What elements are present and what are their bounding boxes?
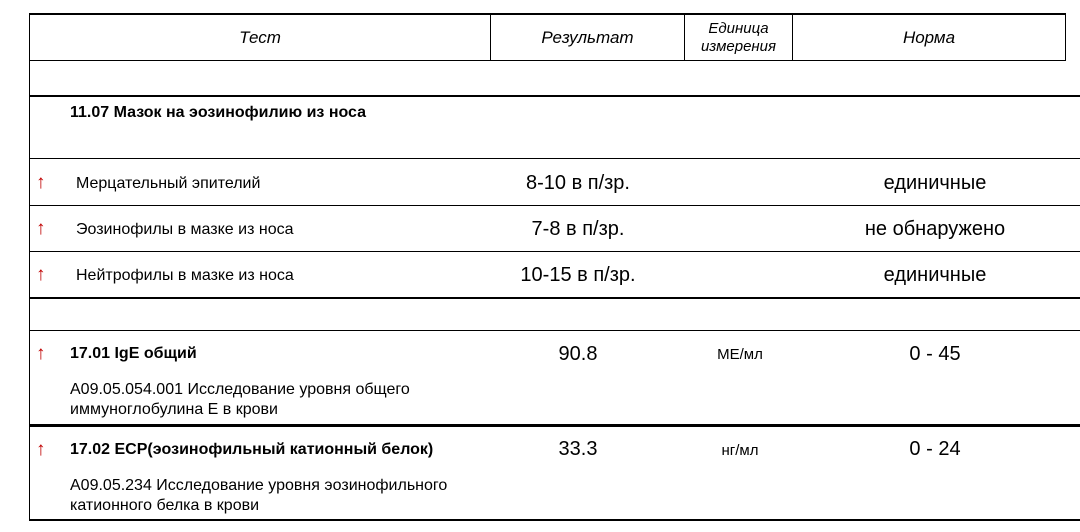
section-title: 11.07 Мазок на эозинофилию из носа: [70, 104, 367, 121]
header-test-label: Тест: [239, 27, 281, 47]
header-unit: [684, 13, 792, 61]
header-norm-label: Норма: [902, 27, 956, 47]
row-name: Мерцательный эпителий: [76, 175, 261, 192]
test-unit: нг/мл: [721, 442, 759, 459]
arrow-up-icon: ↑: [36, 439, 46, 460]
arrow-up-icon: ↑: [36, 172, 46, 193]
test-description: A09.05.234 Исследование уровня эозинофильного: [70, 477, 448, 494]
row-divider: [29, 158, 1080, 159]
test-result: 90.8: [558, 343, 598, 365]
test-title: 17.01 IgE общий: [70, 345, 197, 362]
test-description: иммуноглобулина Е в крови: [70, 401, 278, 418]
arrow-up-icon: ↑: [36, 264, 46, 285]
row-divider: [29, 519, 1080, 521]
row-norm: единичные: [883, 264, 987, 286]
test-result: 33.3: [558, 438, 598, 460]
arrow-up-icon: ↑: [36, 218, 46, 239]
test-unit: МЕ/мл: [717, 346, 763, 363]
header-norm: [792, 13, 1066, 61]
row-divider: [29, 330, 1080, 331]
row-result: 7-8 в п/зр.: [531, 218, 625, 240]
header-unit-label-1: Единица: [708, 19, 769, 37]
row-divider: [29, 95, 1080, 97]
header-result-label: Результат: [541, 27, 634, 47]
header-unit-label-2: измерения: [700, 37, 777, 55]
row-result: 10-15 в п/зр.: [520, 264, 636, 286]
test-norm: 0 - 45: [909, 343, 961, 365]
header-test: [29, 13, 490, 61]
row-result: 8-10 в п/зр.: [525, 172, 630, 194]
row-norm: не обнаружено: [864, 218, 1006, 240]
row-name: Нейтрофилы в мазке из носа: [76, 267, 294, 284]
row-divider: [29, 297, 1080, 299]
row-name: Эозинофилы в мазке из носа: [76, 221, 294, 238]
test-description: A09.05.054.001 Исследование уровня общего: [70, 381, 410, 398]
test-description: катионного белка в крови: [70, 497, 260, 514]
test-title: 17.02 ECP(эозинофильный катионный белок): [70, 441, 434, 458]
arrow-up-icon: ↑: [36, 343, 46, 364]
test-norm: 0 - 24: [909, 438, 961, 460]
row-divider: [29, 424, 1080, 427]
row-divider: [29, 251, 1080, 252]
header-result: [490, 13, 684, 61]
row-divider: [29, 205, 1080, 206]
table-left-border: [29, 61, 30, 521]
row-norm: единичные: [883, 172, 987, 194]
